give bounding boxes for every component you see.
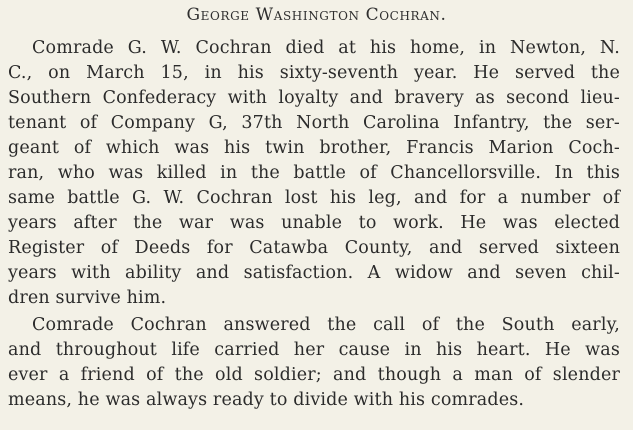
- text-line: years after the war was unable to work. He was elected: [8, 213, 620, 233]
- text-line: dren survive him.: [8, 288, 167, 308]
- text-line: ran, who was killed in the battle of Chancellorsville. In this: [8, 163, 620, 183]
- text-line: C., on March 15, in his sixty-seventh year. He served the: [8, 63, 620, 83]
- text-line: tenant of Company G, 37th North Carolina Infantry, the ser-: [8, 113, 620, 133]
- text-line: Southern Confederacy with loyalty and bravery as second lieu-: [8, 88, 620, 108]
- text-line: years with ability and satisfaction. A widow and seven chil-: [8, 263, 620, 283]
- text-line: Comrade G. W. Cochran died at his home, in Newton, N.: [32, 38, 620, 58]
- text-line: and throughout life carried her cause in his heart. He was: [8, 340, 620, 360]
- text-line: same battle G. W. Cochran lost his leg, and for a number of: [8, 188, 620, 208]
- text-line: means, he was always ready to divide with his comrades.: [8, 390, 525, 410]
- text-line: Comrade Cochran answered the call of the South early,: [32, 315, 620, 335]
- article-title: George Washington Cochran.: [186, 5, 447, 25]
- text-line: Register of Deeds for Catawba County, and served sixteen: [8, 238, 620, 258]
- text-line: geant of which was his twin brother, Francis Marion Coch-: [8, 138, 620, 158]
- text-line: ever a friend of the old soldier; and though a man of slender: [8, 365, 620, 385]
